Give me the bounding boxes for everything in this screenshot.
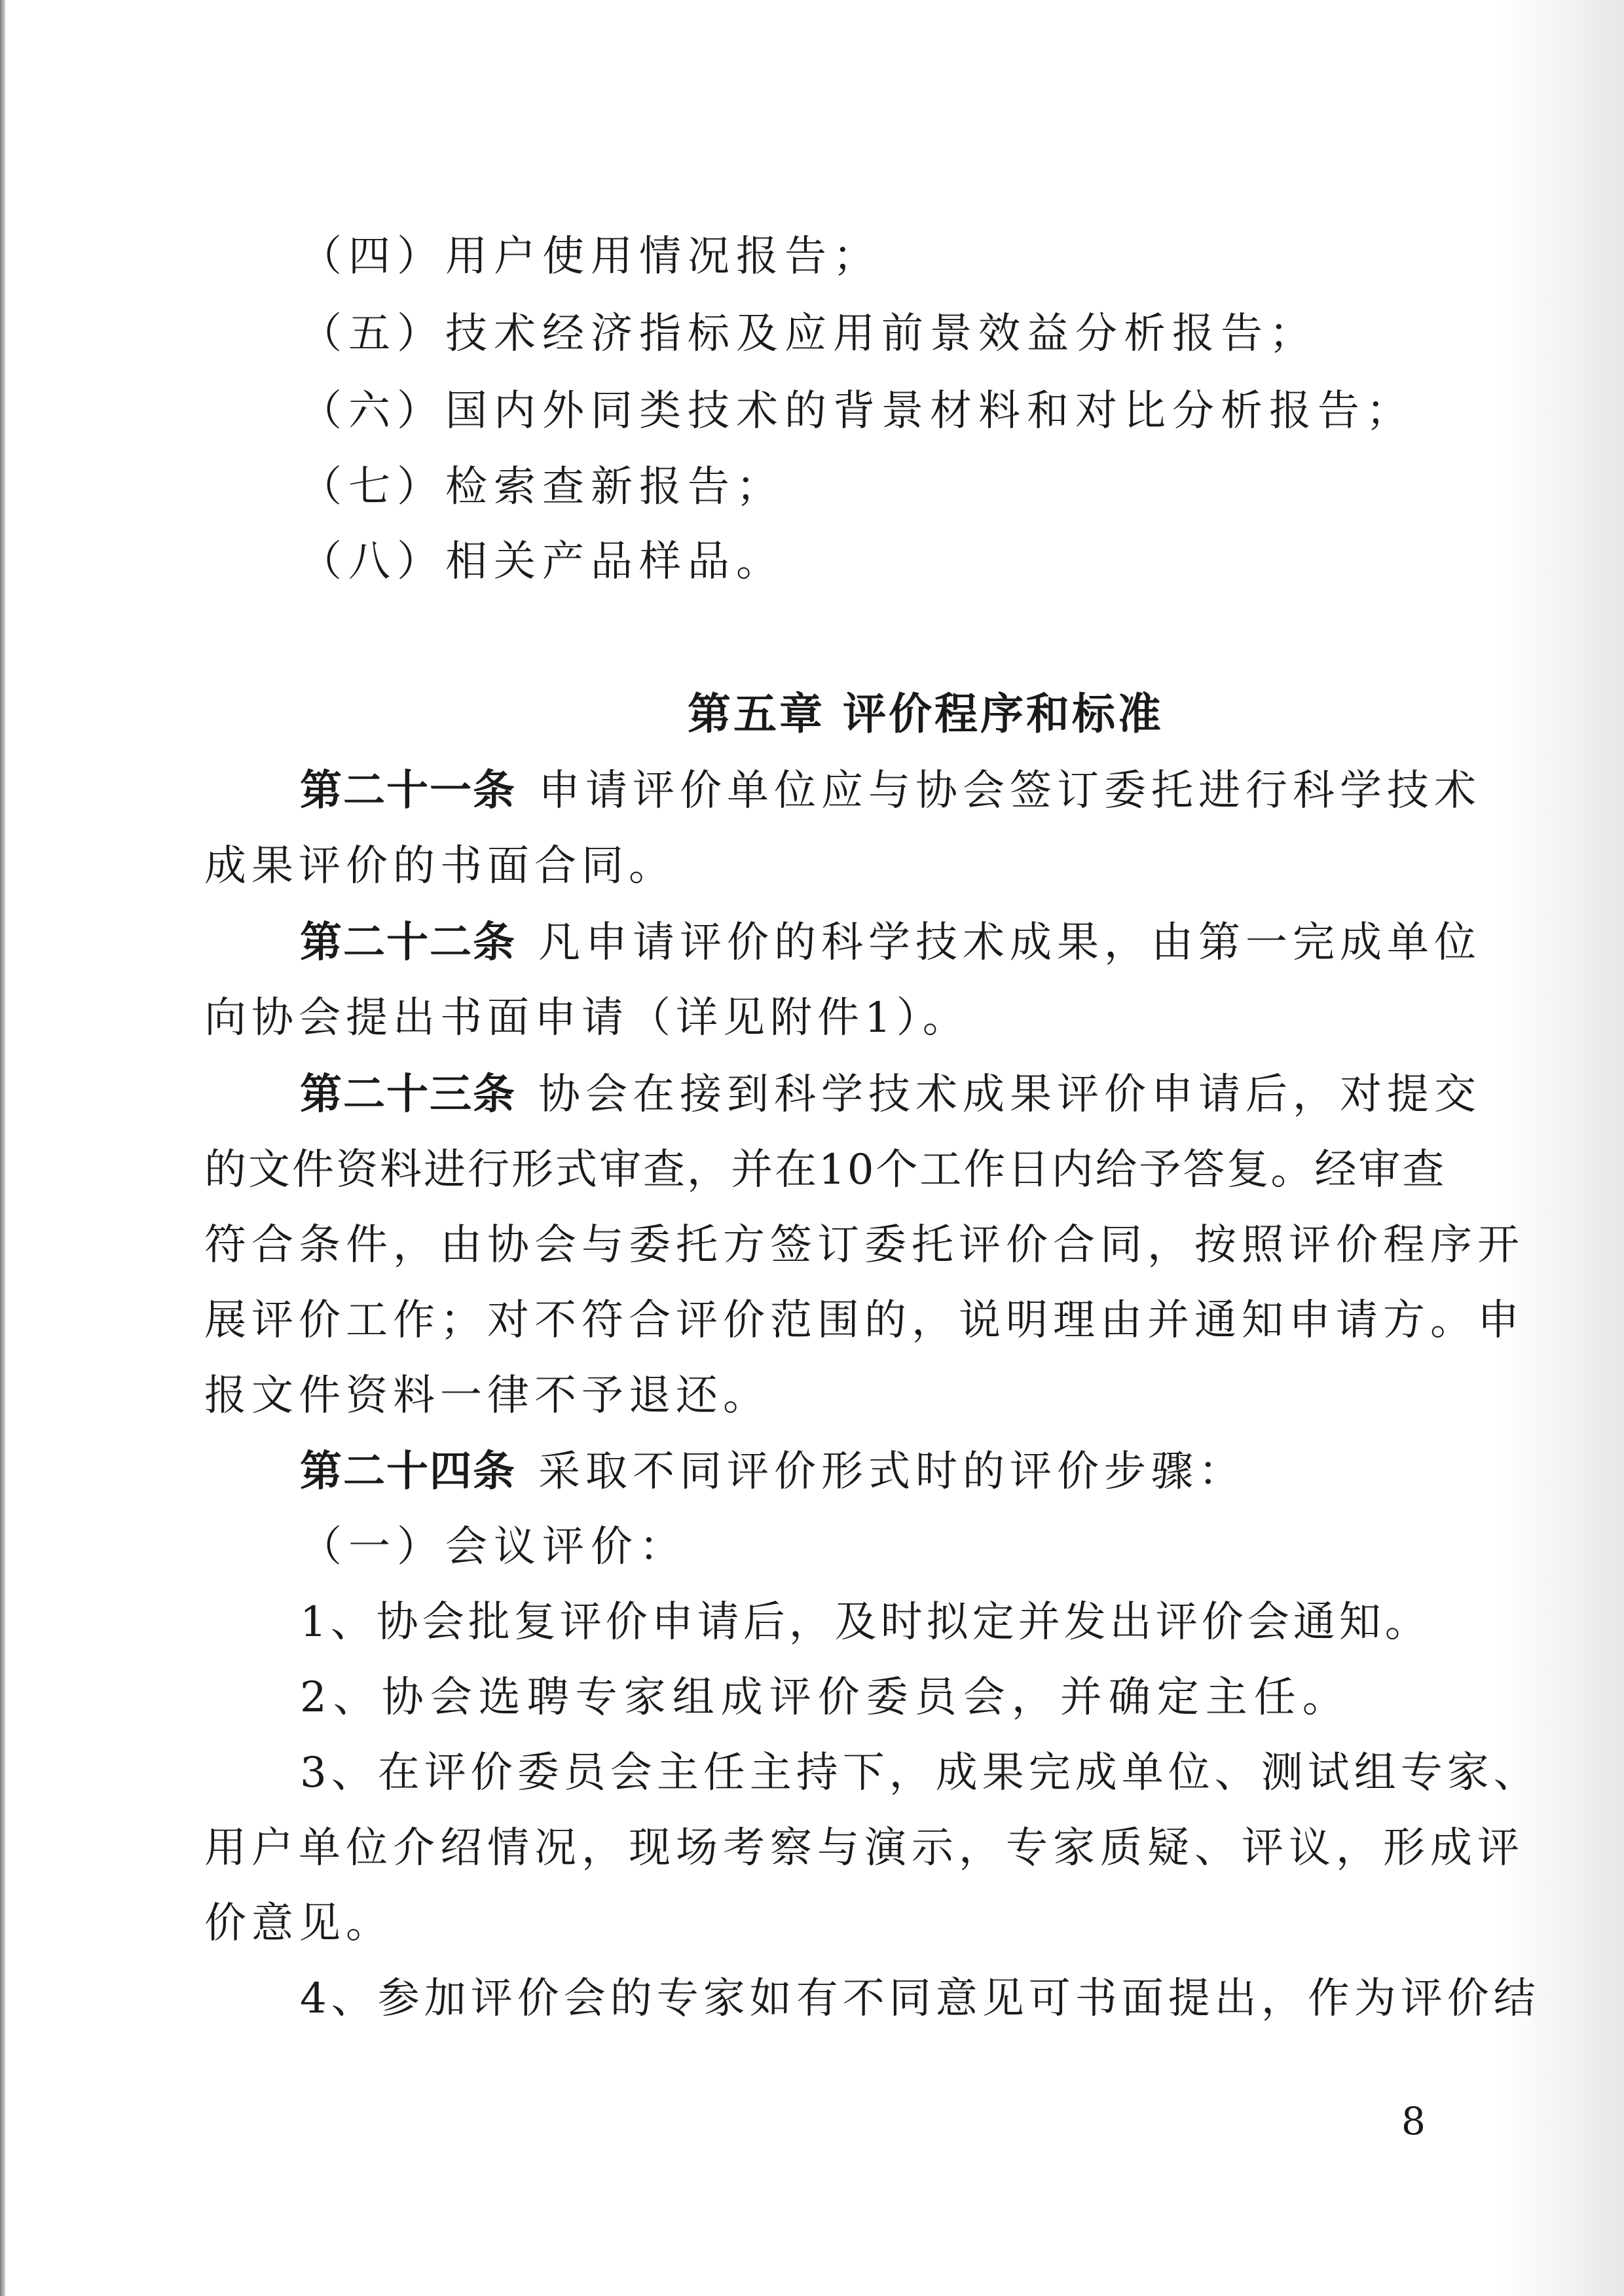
article-23-line-5: 报文件资料一律不予退还。 [204,1372,770,1420]
article-24-step-4-line-1: 4、参加评价会的专家如有不同意见可书面提出，作为评价结 [300,1975,1540,2023]
article-24-line-1 [300,1446,1246,1498]
list-item: （五）技术经济指标及应用前景效益分析报告； [300,310,1318,358]
article-24-text: 采取不同评价形式时的评价步骤： [538,1448,1246,1496]
article-24-head: 第二十四条 [300,1447,516,1496]
scan-edge-left [0,0,5,2296]
article-21-line-2: 成果评价的书面合同。 [204,842,676,890]
article-23-line-3: 符合条件，由协会与委托方签订委托评价合同，按照评价程序开 [204,1221,1524,1269]
article-22-line-2: 向协会提出书面申请（详见附件1）。 [204,994,970,1042]
article-23-line-1 [300,1068,1481,1121]
article-24-step-1: 1、协会批复评价申请后，及时拟定并发出评价会通知。 [300,1598,1431,1647]
article-23-text: 协会在接到科学技术成果评价申请后，对提交 [538,1070,1481,1119]
article-23-line-4: 展评价工作；对不符合评价范围的，说明理由并通知申请方。申 [204,1296,1524,1345]
article-24-step-2: 2、协会选聘专家组成评价委员会，并确定主任。 [300,1673,1351,1722]
article-23-head: 第二十三条 [300,1070,516,1119]
list-item: （八）相关产品样品。 [300,538,784,586]
article-21-text: 申请评价单位应与协会签订委托进行科学技术 [538,767,1481,815]
article-21-line-1 [300,765,1481,817]
article-24-step-3-line-2: 用户单位介绍情况，现场考察与演示，专家质疑、评议，形成评 [204,1824,1524,1872]
article-24-step-3-line-3: 价意见。 [204,1899,393,1948]
article-24-step-3-line-1: 3、在评价委员会主任主持下，成果完成单位、测试组专家、 [300,1749,1540,1797]
chapter-title: 第五章 评价程序和标准 [688,688,1164,739]
scan-edge-right [1500,0,1624,2296]
list-item: （六）国内外同类技术的背景材料和对比分析报告； [300,387,1414,435]
article-22-line-1 [300,917,1481,969]
article-22-head: 第二十二条 [300,918,516,967]
article-23-line-2: 的文件资料进行形式审查，并在10个工作日内给予答复。经审查 [204,1146,1447,1194]
list-item: （七）检索查新报告； [300,463,784,511]
article-24-sub-heading: （一）会议评价： [300,1523,688,1571]
list-item: （四）用户使用情况报告； [300,232,881,281]
page-number: 8 [1401,2099,1426,2143]
article-21-head: 第二十一条 [300,766,516,815]
article-22-text: 凡申请评价的科学技术成果，由第一完成单位 [538,919,1481,967]
